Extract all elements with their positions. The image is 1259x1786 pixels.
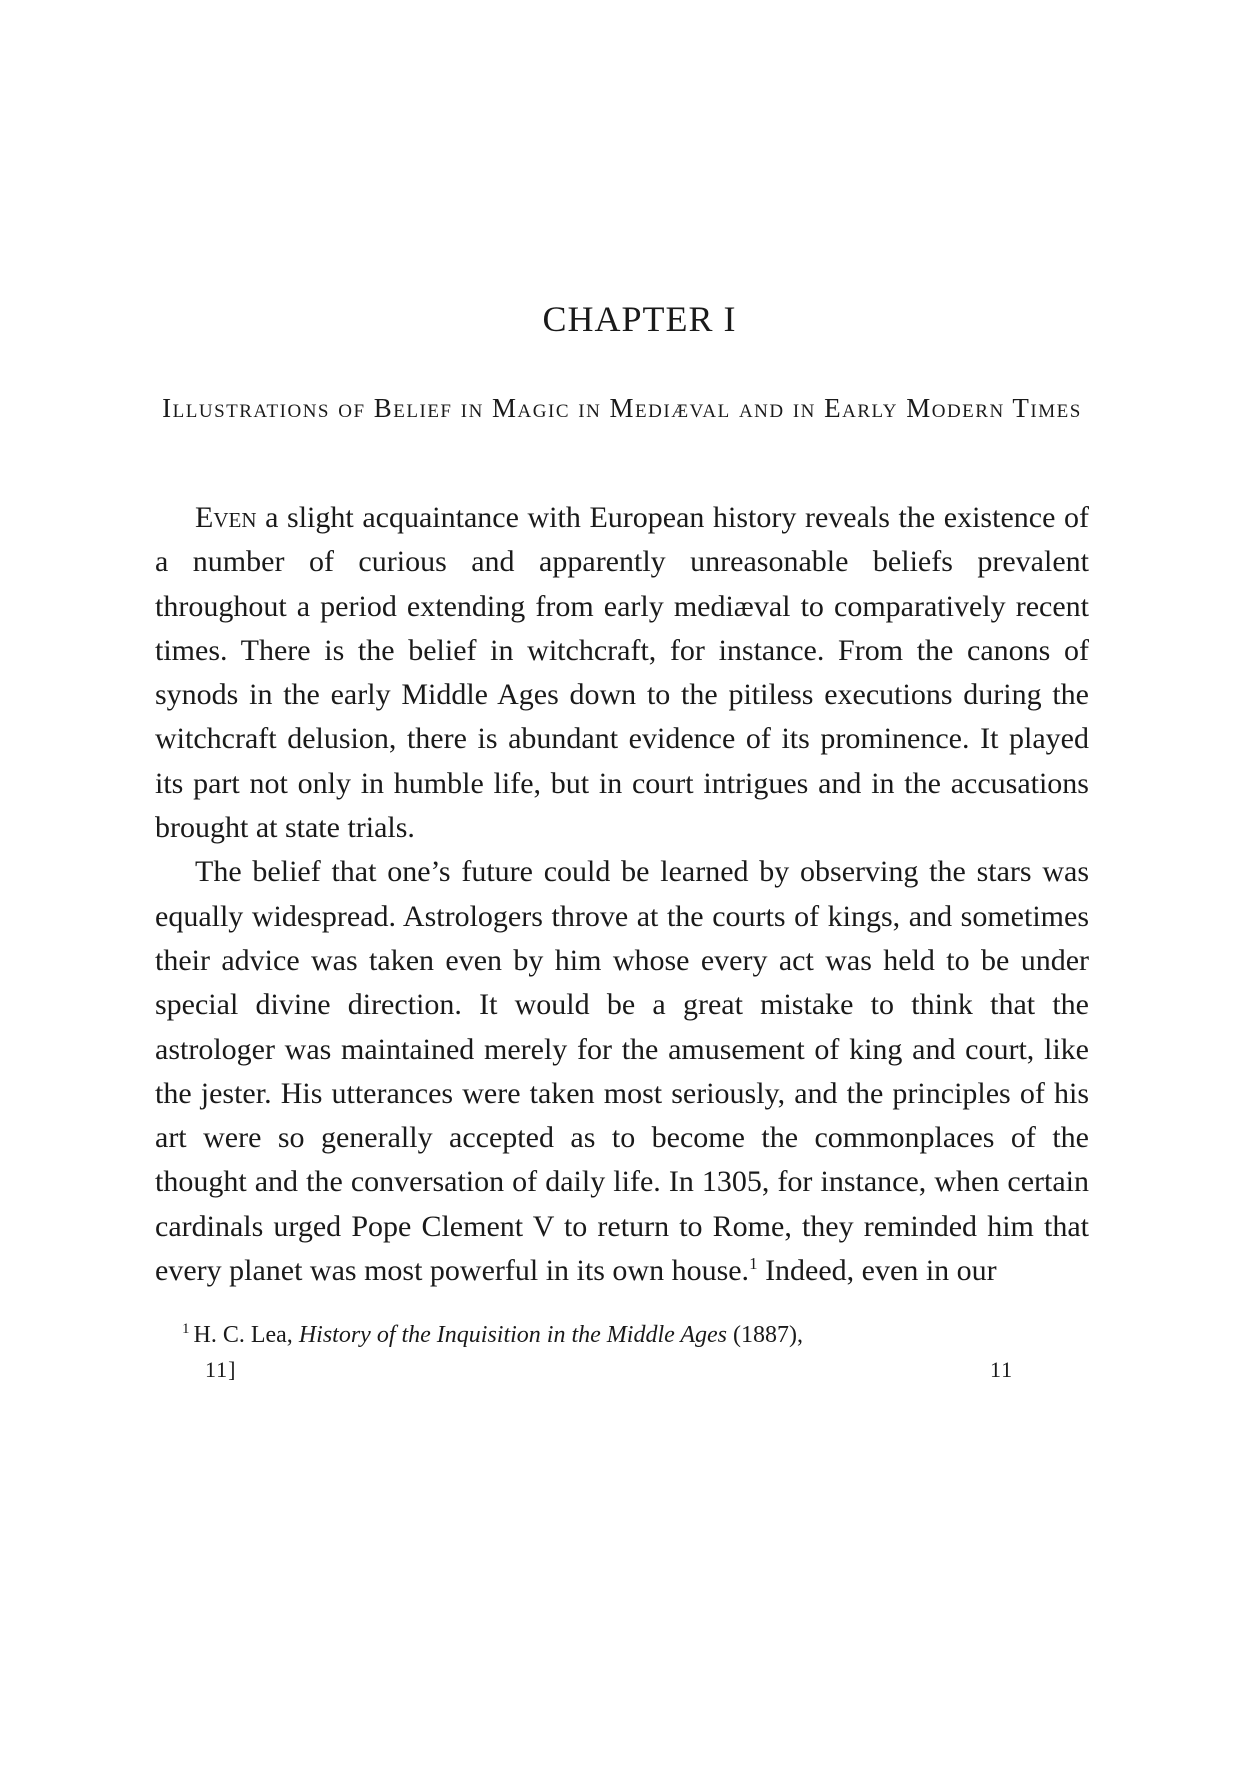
chapter-subtitle: Illustrations of Belief in Magic in Mediæval and in Early Modern Times [162, 393, 1082, 423]
page-number: 11 [990, 1357, 1014, 1382]
paragraph-1-text: a slight acquaintance with European history reveals the existence of a number of curious and apparently unreasonable beliefs prevalent throughout a period extending from early mediæval to comparatively recent times. There is the belief in witchcraft, for instance. From the canons of synods in the early Middle Ages down to the pitiless executions during the witchcraft delusion, there is abundant evidence of its prominence. It played its part not only in humble life, but in court intrigues and in the accusations brought at state trials. [155, 501, 1089, 845]
lead-word: Even [195, 501, 257, 534]
footnote-tail: (1887), [727, 1322, 803, 1348]
paragraph-2 [155, 850, 1089, 1293]
footnote [182, 1318, 1089, 1352]
paragraph-2-text: The belief that one’s future could be learned by observing the stars was equally widespread. Astrologers throve at the courts of kings, and sometimes their advice was taken even by him whose every act was held to be under special divine direction. It would be a great mistake to think that the astrologer was maintained merely for the amusement of king and court, like the jester. His utterances were taken most seriously, and the principles of his art were so generally accepted as to become the commonplaces of the thought and the conversation of daily life. In 1305, for instance, when certain cardinals urged Pope Clement V to return to Rome, they reminded him that every planet was most powerful in its own house. [155, 855, 1089, 1288]
signature-mark: 11] [205, 1357, 237, 1382]
footnote-work-title: History of the Inquisition in the Middle Ages [298, 1322, 727, 1348]
footnote-mark: 1 [182, 1321, 190, 1337]
body-text [155, 496, 1089, 1293]
footnote-author: H. C. Lea, [193, 1322, 299, 1348]
paragraph-2-continuation: Indeed, even in our [757, 1254, 997, 1288]
chapter-title: CHAPTER I [542, 299, 737, 339]
footnote-reference: 1 [749, 1254, 758, 1274]
paragraph-1 [155, 496, 1089, 850]
